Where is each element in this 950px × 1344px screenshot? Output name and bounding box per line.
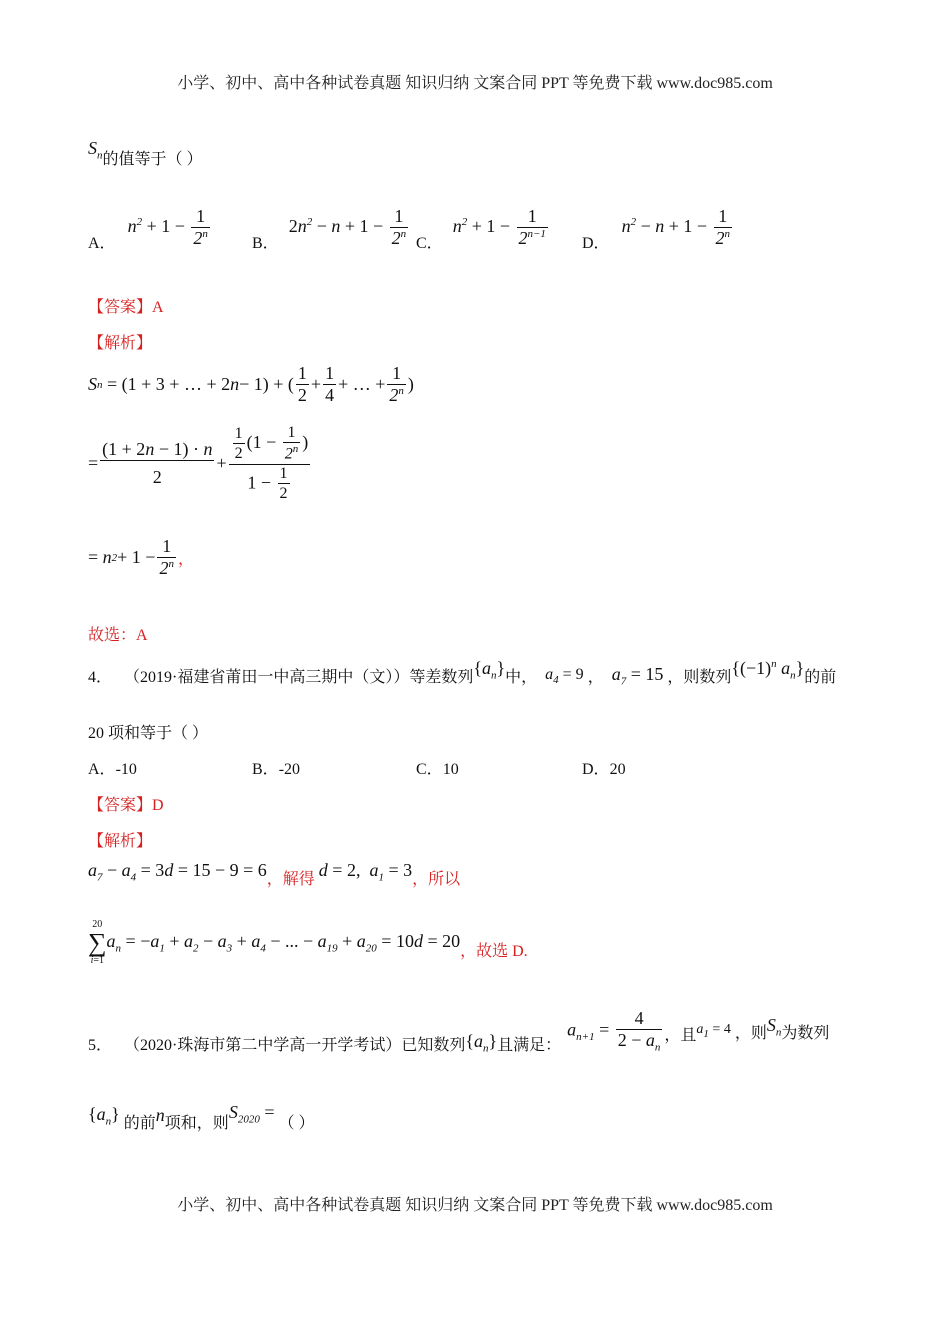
- math-an-set-2: $\{a_n\}$: [465, 1031, 498, 1056]
- q3-analysis-label: 【解析】: [88, 335, 153, 352]
- q4-option-c-label: C．: [416, 761, 443, 778]
- q4-mid2: ，则数列: [667, 669, 732, 687]
- math-a4: $a_4 = 9$: [545, 665, 584, 686]
- q4-option-d-value: 20: [609, 761, 626, 778]
- math-Sn-2: $S_n$: [766, 1015, 782, 1040]
- q3-formula-3: = n 2 + 1 − $\frac{1}{2^n}$ ，: [88, 536, 194, 578]
- q5-mid2: ，且: [664, 1026, 697, 1044]
- option-b-expr: $2n^2 - n + 1$ − $\frac{1}{2^n}$: [288, 206, 407, 248]
- math-an-set: $\{a_n\}$: [473, 658, 506, 682]
- q4-option-c[interactable]: [416, 756, 459, 779]
- q3-answer: 【答案】A: [88, 299, 164, 316]
- math-d: d = 2, $a_1 = 3$: [318, 860, 413, 884]
- q4-sep1: ，: [587, 669, 604, 687]
- math-recurrence: $a_{n+1}$ = $\frac{4}{2 - a_n}$: [567, 1008, 661, 1054]
- option-d-expr: $n^2 - n + 1$ − $\frac{1}{2^n}$: [621, 206, 731, 248]
- q3-option-c[interactable]: [416, 206, 550, 253]
- sum-symbol: 20 ∑ i=1: [88, 919, 107, 966]
- q4-mid1: 中，: [505, 669, 538, 687]
- q3-option-a[interactable]: [88, 206, 212, 253]
- q4-tail: 的前: [804, 669, 837, 687]
- q3-option-b[interactable]: [252, 206, 410, 253]
- q4-option-a-label: A．: [88, 761, 116, 778]
- q4-number: 4．: [88, 669, 113, 687]
- q4-step2-end: ，故选 D.: [460, 942, 528, 960]
- q3-option-d[interactable]: [582, 206, 734, 253]
- q5-stem: [88, 1008, 829, 1054]
- math-n: n: [155, 1105, 165, 1126]
- q4-analysis-label: 【解析】: [88, 833, 153, 850]
- q4-option-b-value: -20: [278, 761, 301, 778]
- option-a-label: A．: [88, 235, 116, 253]
- q4-step1: [88, 860, 461, 889]
- q5-line2-b: 项和，则: [164, 1115, 229, 1133]
- q4-option-d[interactable]: [582, 756, 626, 779]
- q4-option-a[interactable]: [88, 756, 137, 779]
- option-d-label: D．: [582, 235, 610, 253]
- q3-stem: [88, 138, 203, 170]
- q4-option-b-label: B．: [252, 761, 279, 778]
- math-an-set-3: $\{a_n\}$: [88, 1104, 120, 1128]
- q5-mid1: 且满足：: [497, 1036, 562, 1054]
- q4-option-c-value: 10: [442, 761, 459, 778]
- q4-step1-end: ，所以: [412, 871, 461, 889]
- q4-stem: [88, 658, 837, 688]
- q5-mid4: 为数列: [781, 1024, 830, 1042]
- math-alt-seq: {$(-1)^n$ $a_n$}: [731, 658, 805, 682]
- q4-option-d-label: D．: [582, 761, 610, 778]
- option-c-expr: $n^2 + 1$ − $\frac{1}{2^{n-1}}$: [452, 206, 546, 248]
- math-step1: $a_7 - a_4 = 3d = 15 - 9 = 6$: [88, 860, 267, 884]
- page-header: 小学、初中、高中各种试卷真题 知识归纳 文案合同 PPT 等免费下载 www.doc985.com: [177, 75, 773, 92]
- page-footer: 小学、初中、高中各种试卷真题 知识归纳 文案合同 PPT 等免费下载 www.doc985.com: [177, 1197, 773, 1214]
- q4-option-a-value: -10: [115, 761, 137, 778]
- q4-line2: 20 项和等于（ ）: [88, 725, 209, 742]
- q3-conclusion: 故选：A: [88, 627, 148, 644]
- q4-answer: 【答案】D: [88, 797, 164, 814]
- option-a-expr: $n^2 + 1$ − $\frac{1}{2^n}$: [127, 206, 208, 248]
- q5-line2-end: （ ）: [278, 1115, 315, 1133]
- q3-formula-1: S n = (1 + 3 + … + 2 n − 1) + ( $\frac{1}{2}$ + $\frac{1}{4}$ + … + $\frac{1}{2^n}$ ): [88, 363, 414, 405]
- q4-step1-text: ，解得: [266, 871, 315, 889]
- option-c-label: C．: [416, 235, 443, 253]
- q5-line2: [88, 1102, 315, 1134]
- q5-line2-a: 的前: [123, 1115, 156, 1133]
- q3-stem-text: 的值等于（ ）: [102, 151, 203, 169]
- option-b-label: B．: [252, 235, 279, 253]
- q5-mid3: ，则: [734, 1024, 767, 1042]
- math-step2: $a_n = -a_1 + a_2 - a_3 + a_4$ − ... − $a_{19} + a_{20} = 10d = 20$: [106, 931, 461, 955]
- q5-source: （2020·珠海市第二中学高一开学考试）已知数列: [124, 1036, 466, 1054]
- q4-source: （2019·福建省莆田一中高三期中（文））等差数列: [124, 669, 474, 687]
- q4-step2: [88, 920, 528, 966]
- math-S2020: $S_{2020}$ =: [228, 1102, 275, 1126]
- q4-option-b[interactable]: [252, 756, 300, 779]
- math-a1: $a_1 = 4$: [696, 1022, 731, 1041]
- q3-formula-2: = $\frac{(1 + 2n - 1) \cdot n}{2}$ + $\frac{1}{2}$ (1 − $\frac{1}{2^n}$ ) 1 − $\frac{1}{2}$: [88, 424, 309, 503]
- math-a7: $a_7 = 15$: [611, 664, 664, 688]
- math-Sn: $S_n$: [88, 138, 103, 162]
- q3-comma: ，: [177, 551, 194, 569]
- q5-number: 5．: [88, 1036, 113, 1054]
